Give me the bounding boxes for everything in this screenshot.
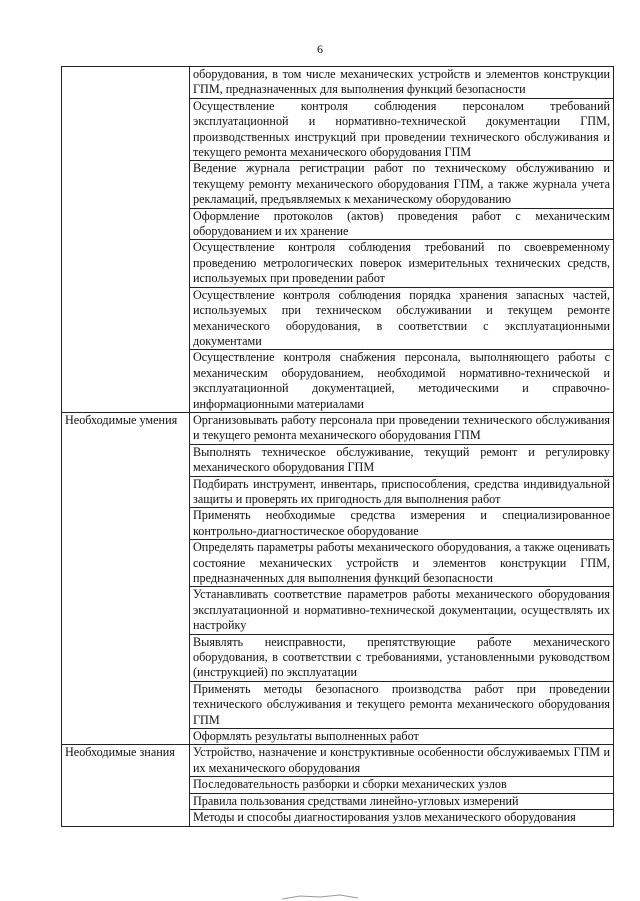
requirement-text: Осуществление контроля соблюдения порядка хранения запасных частей, используемых при техническом обслуживании и текущем ремонте механического оборудования, в соответствии с эксплуатационными документами	[190, 287, 614, 350]
requirement-text: оборудования, в том числе механических устройств и элементов конструкции ГПМ, предназначенных для выполнения функций безопасности	[190, 67, 614, 99]
requirement-text: Методы и способы диагностирования узлов механического оборудования	[190, 810, 614, 826]
requirement-text: Выполнять техническое обслуживание, текущий ремонт и регулировку механического оборудования ГПМ	[190, 444, 614, 476]
qualification-table	[61, 66, 614, 827]
requirement-text: Устанавливать соответствие параметров работы механического оборудования эксплуатационной и нормативно-технической документации, осуществлять их настройку	[190, 587, 614, 634]
requirement-text: Подбирать инструмент, инвентарь, приспособления, средства индивидуальной защиты и проверять их пригодность для выполнения работ	[190, 476, 614, 508]
requirement-text: Выявлять неисправности, препятствующие работе механического оборудования, в соответствии с требованиями, установленными руководством (инструкцией) по эксплуатации	[190, 634, 614, 681]
requirement-text: Определять параметры работы механического оборудования, а также оценивать состояние механических устройств и элементов конструкции ГПМ, предназначенных для выполнения функций безопасности	[190, 540, 614, 587]
requirement-text: Устройство, назначение и конструктивные особенности обслуживаемых ГПМ и их механического оборудования	[190, 745, 614, 777]
scan-mark	[280, 889, 360, 901]
requirement-text: Осуществление контроля снабжения персонала, выполняющего работы с механическим оборудованием, необходимой нормативно-технической и эксплуатационной документацией, методическими и справочно-информационными материалами	[190, 350, 614, 413]
section-label: Необходимые знания	[62, 745, 190, 826]
table-body	[62, 67, 614, 827]
requirement-text: Оформлять результаты выполненных работ	[190, 729, 614, 745]
requirement-text: Осуществление контроля соблюдения персоналом требований эксплуатационной и нормативно-технической документации ГПМ, производственных инструкций при проведении технического обслуживания и текущего ремонта механического оборудования ГПМ	[190, 98, 614, 161]
page-number: 6	[317, 42, 323, 56]
section-label	[62, 67, 190, 413]
requirement-text: Применять методы безопасного производства работ при проведении технического обслуживания и текущего ремонта механического оборудования ГПМ	[190, 681, 614, 728]
requirement-text: Правила пользования средствами линейно-угловых измерений	[190, 793, 614, 809]
requirement-text: Организовывать работу персонала при проведении технического обслуживания и текущего ремонта механического оборудования ГПМ	[190, 412, 614, 444]
requirement-text: Оформление протоколов (актов) проведения работ с механическим оборудованием и их хранение	[190, 208, 614, 240]
requirement-text: Осуществление контроля соблюдения требований по своевременному проведению метрологических поверок измерительных технических средств, используемых при проведении работ	[190, 240, 614, 287]
table-row	[62, 67, 614, 99]
table-row	[62, 745, 614, 777]
requirement-text: Последовательность разборки и сборки механических узлов	[190, 777, 614, 793]
requirement-text: Применять необходимые средства измерения и специализированное контрольно-диагностическое оборудование	[190, 508, 614, 540]
table-row	[62, 412, 614, 444]
section-label: Необходимые умения	[62, 412, 190, 745]
requirement-text: Ведение журнала регистрации работ по техническому обслуживанию и текущему ремонту механического оборудования ГПМ, а также журнала учета рекламаций, предъявляемых к механическому оборудованию	[190, 161, 614, 208]
